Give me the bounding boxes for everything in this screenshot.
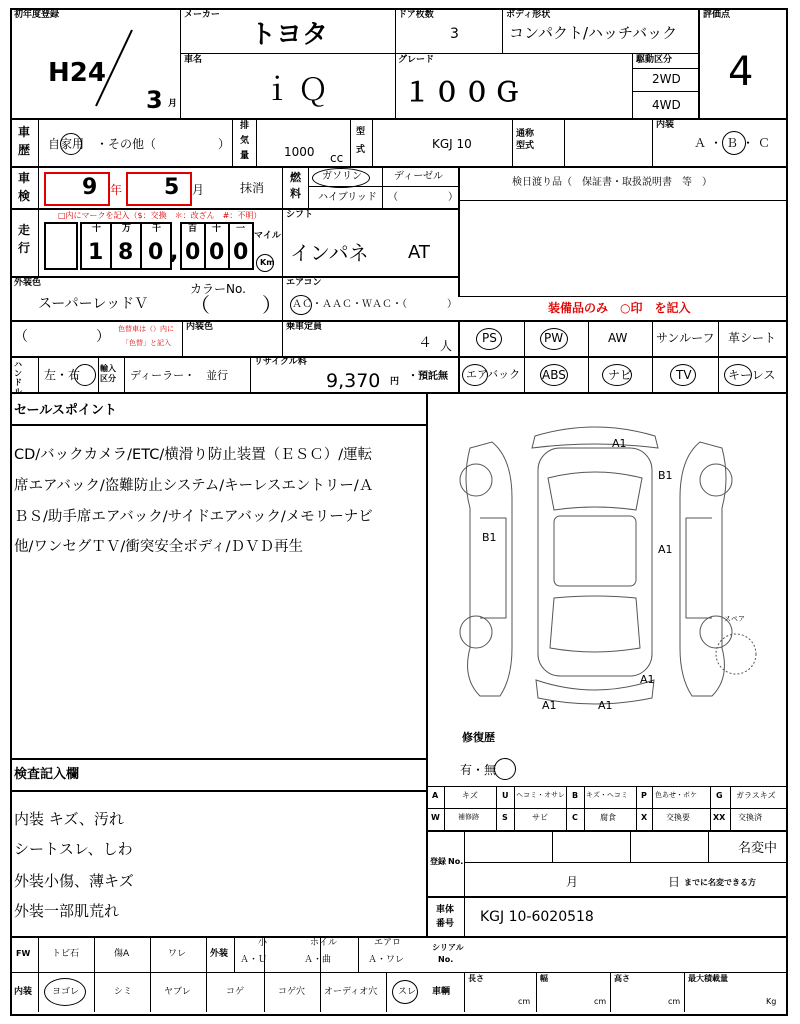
- recycle-deposited: ・預託無: [408, 371, 448, 382]
- car-damage-diagram: [440, 418, 770, 718]
- usage-options: 自家用 ・その他（: [48, 137, 157, 151]
- legend-s-text: サビ: [532, 813, 548, 822]
- disp-label-2: 気: [240, 136, 250, 146]
- int-item-2: シミ: [114, 987, 133, 997]
- legend-a-text: キズ: [462, 791, 478, 800]
- chassis-label-1: 車体: [436, 905, 455, 915]
- body-label: ボディ形状: [506, 10, 551, 20]
- fuel-other: （ ）: [388, 192, 458, 203]
- ext-aero-value: Ａ・ワレ: [368, 955, 405, 965]
- int-item-5: コゲ穴: [278, 987, 306, 997]
- spare-label: スペア: [724, 615, 745, 623]
- mileage-digit-3: 千 0: [140, 222, 172, 270]
- int-label: 内装: [14, 987, 33, 997]
- first-reg-slash: [90, 28, 140, 108]
- equip-abs: ABS: [542, 368, 566, 382]
- color-no-open: （: [190, 293, 210, 317]
- shift-type: AT: [408, 242, 430, 263]
- equip-navi: ナビ: [608, 368, 633, 382]
- mileage-label-b: 行: [18, 241, 31, 255]
- import-label: 輸入区分: [100, 364, 116, 383]
- dims-label: 車輌: [432, 987, 451, 997]
- reg-label-1: 登録: [430, 857, 446, 866]
- grade-label: グレード: [398, 55, 435, 65]
- equip-ps-circle: [476, 328, 502, 350]
- usage-close: ）: [218, 137, 231, 151]
- reg-month-unit: 月: [566, 875, 579, 889]
- inspection-month-unit: 月: [192, 183, 205, 197]
- interior-grades: Ａ・Ｂ・Ｃ: [694, 136, 775, 150]
- int-paren-close: ）: [96, 329, 110, 345]
- int-item-1-circle: [44, 978, 86, 1006]
- legend-s-code: S: [502, 813, 508, 822]
- length-label: 長さ: [468, 974, 484, 983]
- disp-label-3: 量: [240, 151, 250, 161]
- legend-b-code: B: [572, 791, 579, 800]
- legend-x-text: 交換要: [666, 813, 690, 822]
- color-no-label: カラーNo.: [190, 282, 246, 296]
- width-label: 幅: [540, 974, 548, 983]
- sales-line-3: ＢＳ/助手席エアバック/サイドエアバック/メモリーナビ: [14, 509, 373, 525]
- legend-xx-code: XX: [713, 813, 726, 822]
- equip-aw: AW: [608, 331, 628, 345]
- maker-value: トヨタ: [250, 20, 329, 50]
- legend-p-text: 色あせ・ボケ: [655, 791, 697, 799]
- mileage-mile: マイル: [254, 231, 281, 241]
- mileage-digit-2: 万 8: [110, 222, 142, 270]
- common-model-label-1: 通称: [516, 129, 535, 139]
- equip-airbag: エアバック: [466, 368, 521, 381]
- inspect-note-2: シートスレ、しわ: [14, 840, 133, 858]
- recycle-unit: 円: [390, 377, 400, 387]
- first-reg-month-unit: 月: [168, 99, 178, 109]
- inspect-note-4: 外装一部肌荒れ: [14, 902, 120, 920]
- legend-w-code: W: [431, 813, 440, 822]
- chassis-number: KGJ 10-6020518: [480, 909, 594, 925]
- mileage-digit-6: 一 0: [228, 222, 254, 270]
- capacity-unit: 人: [440, 339, 453, 353]
- fuel-label-2: 料: [290, 187, 301, 200]
- usage-selected-circle: [60, 133, 82, 155]
- name-value: ｉＱ: [262, 73, 334, 108]
- legend-p-code: P: [641, 791, 647, 800]
- score-value: 4: [728, 49, 754, 95]
- displacement-unit: cc: [330, 151, 344, 165]
- ac-options: ＡＣ・ＡＡＣ・ＷＡＣ・（ ）: [292, 299, 457, 310]
- height-unit: cm: [668, 997, 681, 1006]
- int-color-label: 内装色: [186, 322, 214, 332]
- damage-mark-7: A1: [598, 699, 613, 712]
- import-value: ディーラー・ 並行: [130, 369, 229, 382]
- equip-keyless-circle: [724, 364, 752, 386]
- legend-g-text: ガラスキズ: [736, 791, 776, 800]
- sales-line-1: CD/バックカメラ/ETC/横滑り防止装置（ＥＳＣ）/運転: [14, 447, 373, 463]
- inspection-month-box: [126, 172, 192, 206]
- damage-mark-1: A1: [612, 437, 627, 450]
- sales-line-4: 他/ワンセグＴＶ/衝突安全ボディ/ＤＶＤ再生: [14, 539, 303, 555]
- inspection-label-b: 検: [18, 189, 31, 203]
- ext-wheel-label: ホイル: [310, 938, 338, 948]
- capacity-value: ４: [418, 335, 432, 351]
- legend-x-code: X: [641, 813, 648, 822]
- reg-day-unit: 日: [668, 875, 681, 889]
- first-reg-month: 3: [146, 86, 163, 114]
- legend-g-code: G: [716, 791, 723, 800]
- int-item-7-circle: [392, 980, 418, 1004]
- inspection-erased: 抹消: [240, 181, 265, 195]
- int-item-1: ヨゴレ: [52, 987, 80, 997]
- inspection-year-unit: 年: [110, 183, 123, 197]
- ac-selected-circle: [290, 295, 312, 315]
- inspection-year: 9: [82, 175, 100, 200]
- recycle-value: 9,370: [326, 370, 381, 392]
- fuel-diesel: ディーゼル: [394, 171, 443, 182]
- history-label-a: 車: [18, 125, 31, 139]
- ac-label: エアコン: [286, 278, 322, 288]
- body-value: コンパクト/ハッチバック: [509, 24, 678, 42]
- recycle-label: リサイクル料: [254, 357, 307, 367]
- doors-value: 3: [450, 26, 459, 42]
- shift-position: インパネ: [290, 241, 369, 265]
- interior-selected-circle: [722, 131, 746, 155]
- repair-value: 有・無: [460, 763, 497, 777]
- equip-ps: PS: [482, 331, 497, 345]
- sales-title: セールスポイント: [14, 403, 117, 418]
- fw-item-3: ワレ: [168, 949, 187, 959]
- length-unit: cm: [518, 997, 531, 1006]
- color-change-note-2: 「色替」と記入: [122, 339, 171, 347]
- capacity-label: 乗車定員: [286, 322, 323, 332]
- ext-color-label: 外装色: [14, 278, 42, 288]
- equip-sunroof: サンルーフ: [656, 331, 715, 345]
- model-value: KGJ 10: [432, 137, 472, 151]
- color-no-close: ）: [262, 293, 282, 317]
- name-label: 車名: [184, 55, 203, 65]
- int-item-6: オーディオ穴: [324, 987, 378, 997]
- equip-abs-circle: [540, 364, 568, 386]
- inspect-note-1: 内装 キズ、汚れ: [14, 810, 124, 828]
- model-label-1: 型: [356, 127, 366, 137]
- shift-label: シフト: [286, 210, 314, 220]
- load-unit: Kg: [766, 997, 777, 1006]
- handle-label: ハンドル: [14, 360, 22, 396]
- doors-label: ドア枚数: [398, 10, 434, 20]
- legend-w-text: 補修跡: [458, 813, 479, 821]
- mileage-digit-4: 百 0: [180, 222, 206, 270]
- equip-airbag-circle: [462, 364, 488, 386]
- color-change-note-1: 色替車は（）内に: [118, 325, 174, 333]
- damage-mark-3: B1: [482, 531, 497, 544]
- displacement-value: 1000: [284, 145, 315, 159]
- chassis-label-2: 番号: [436, 919, 455, 929]
- inspect-notes-title: 検査記入欄: [14, 767, 80, 782]
- legend-a-code: A: [432, 791, 439, 800]
- mileage-note: □内にマークを記入（$：交換 ＊：改ざん #：不明）: [58, 211, 262, 220]
- mileage-digit-0: [44, 222, 78, 270]
- legend-xx-text: 交換済: [738, 813, 762, 822]
- mileage-digit-1: 十 1: [80, 222, 112, 270]
- disp-label-1: 排: [240, 121, 250, 131]
- legend-b-text: キズ・ヘコミ: [586, 791, 628, 799]
- repair-label: 修復歴: [462, 731, 495, 744]
- fuel-label-1: 燃: [290, 171, 301, 184]
- history-label-b: 歴: [18, 143, 31, 157]
- equip-pw: PW: [544, 331, 564, 345]
- ext-label: 外装: [210, 949, 229, 959]
- equip-tv-circle: [670, 364, 696, 386]
- handle-value: 左・右: [44, 368, 81, 382]
- height-label: 高さ: [614, 974, 630, 983]
- first-reg-year: H24: [48, 58, 106, 88]
- repair-selected-circle: [494, 758, 516, 780]
- mileage-label-a: 走: [18, 223, 31, 237]
- mileage-km: Km: [260, 258, 275, 267]
- docs-label: 検日渡り品（ 保証書・取扱説明書 等 ）: [512, 177, 712, 188]
- ext-color-value: スーパーレッドＶ: [38, 296, 149, 312]
- damage-mark-5: A1: [640, 673, 655, 686]
- mileage-comma: ,: [170, 240, 181, 265]
- drive-4wd: 4WD: [652, 98, 681, 112]
- fw-label: FW: [16, 949, 31, 958]
- damage-mark-4: A1: [658, 543, 673, 556]
- ext-small-label: 小: [258, 938, 268, 948]
- int-item-3: ヤブレ: [164, 987, 191, 997]
- fuel-hybrid: ハイブリッド: [318, 192, 377, 203]
- legend-c-code: C: [572, 813, 578, 822]
- drive-2wd: 2WD: [652, 72, 681, 86]
- int-paren-open: （: [14, 329, 28, 345]
- maker-label: メーカー: [184, 10, 220, 20]
- legend-c-text: 腐食: [600, 813, 616, 822]
- score-label: 評価点: [703, 10, 731, 20]
- inspection-month: 5: [164, 175, 182, 200]
- ext-wheel-value: Ａ・曲: [304, 955, 332, 965]
- first-reg-label: 初年度登録: [14, 10, 60, 20]
- reg-name-change: 名変中: [738, 841, 778, 856]
- load-label: 最大積載量: [688, 974, 728, 983]
- fuel-selected-circle: [312, 168, 370, 188]
- ext-small-value: Ａ・Ｕ: [240, 955, 268, 965]
- serial-label-2: No.: [438, 955, 454, 964]
- damage-mark-2: B1: [658, 469, 673, 482]
- reg-label-2: No.: [448, 857, 464, 866]
- drive-label: 駆動区分: [636, 55, 673, 65]
- ext-aero-label: エアロ: [374, 938, 402, 948]
- grade-value: １００Ｇ: [404, 78, 525, 108]
- model-label-2: 式: [356, 145, 366, 155]
- int-item-4: コゲ: [226, 987, 245, 997]
- damage-mark-6: A1: [542, 699, 557, 712]
- legend-u-text: ヘコミ・オサレ: [516, 791, 565, 799]
- mileage-digit-5: 十 0: [204, 222, 230, 270]
- handle-selected-circle: [74, 364, 96, 386]
- legend-u-code: U: [502, 791, 509, 800]
- int-item-7: スレ: [398, 987, 417, 997]
- inspection-year-box: [44, 172, 110, 206]
- sales-line-2: 席エアバック/盗難防止システム/キーレスエントリー/Ａ: [14, 478, 374, 494]
- equip-pw-circle: [540, 328, 568, 350]
- width-unit: cm: [594, 997, 607, 1006]
- mileage-km-circle: [256, 254, 274, 272]
- serial-label-1: シリアル: [432, 943, 464, 952]
- fuel-gasoline: ガソリン: [322, 171, 362, 182]
- reg-deadline: までに名変できる方: [684, 878, 756, 887]
- fw-item-2: 傷A: [114, 949, 130, 959]
- equip-navi-circle: [602, 364, 632, 386]
- equip-tv: TV: [676, 368, 692, 382]
- equip-keyless: キーレス: [728, 368, 776, 382]
- common-model-label-2: 型式: [516, 141, 535, 151]
- fw-item-1: トビ石: [52, 949, 80, 959]
- inspection-label-a: 車: [18, 171, 31, 185]
- equip-header: 装備品のみ ○印 を記入: [548, 301, 691, 315]
- interior-label: 内装: [656, 120, 675, 130]
- inspect-note-3: 外装小傷、薄キズ: [14, 872, 134, 890]
- equip-leather: 革シート: [728, 331, 777, 345]
